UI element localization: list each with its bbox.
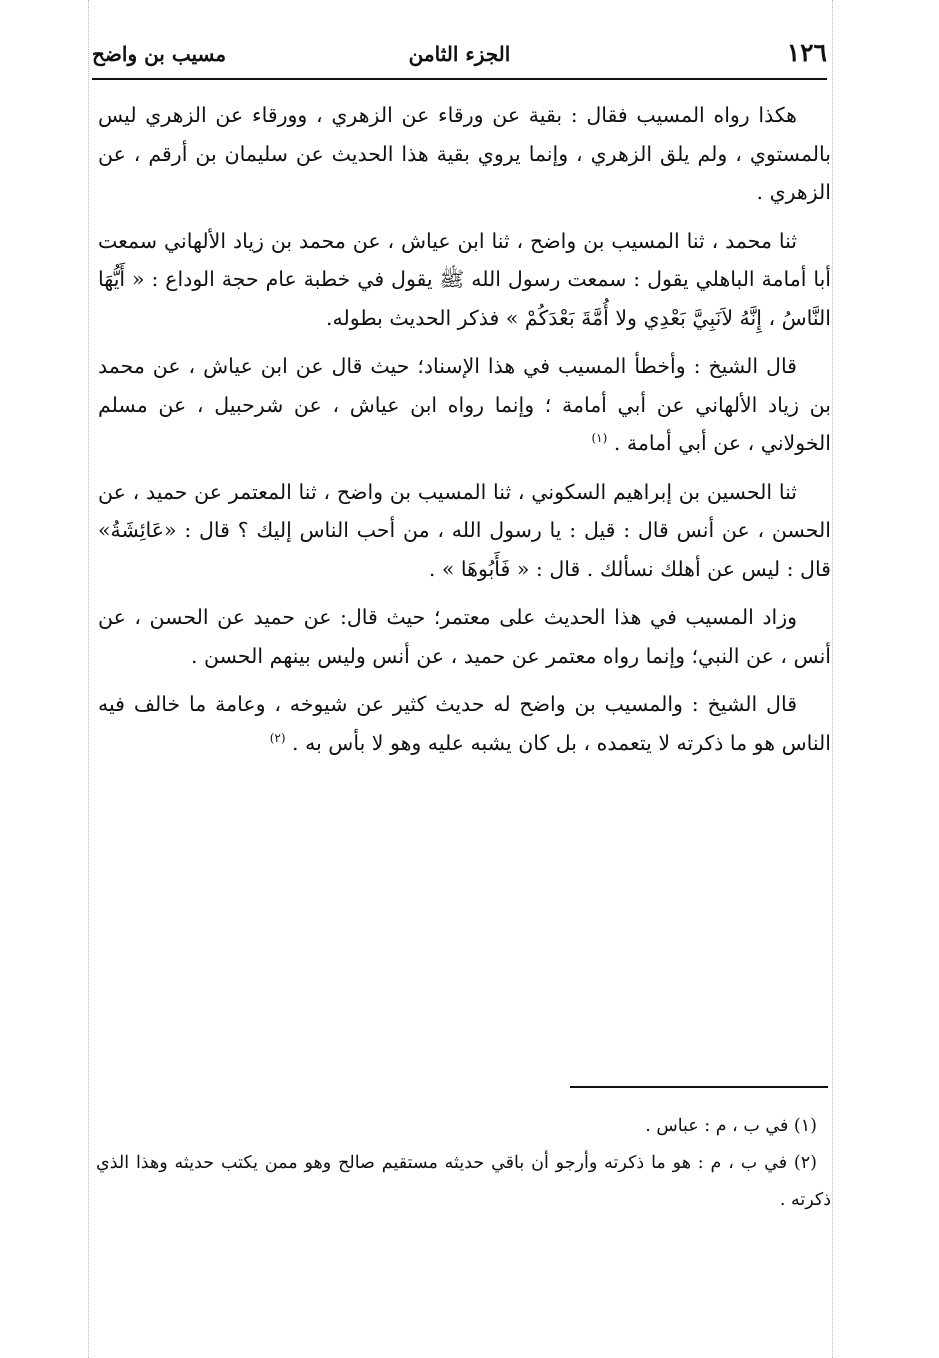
- paragraph: ثنا محمد ، ثنا المسيب بن واضح ، ثنا ابن عياش ، عن محمد بن زياد الألهاني سمعت أبا أمامة الباهلي يقول : سمعت رسول الله ﷺ يقول في خطبة عام حجة الوداع : « أَيُّهَا النَّاسُ ، إِنَّهُ لاَنَبِيَّ بَعْدِي ولا أُمَّةَ بَعْدَكُمْ » فذكر الحديث بطوله.: [98, 228, 831, 330]
- paragraph: قال الشيخ : والمسيب بن واضح له حديث كثير عن شيوخه ، وعامة ما خالف فيه الناس هو ما ذكرته لا يتعمده ، بل كان يشبه عليه وهو لا بأس به . $^{(٢)}$: [98, 692, 831, 755]
- paragraph: هكذا رواه المسيب فقال : بقية عن ورقاء عن الزهري ، وورقاء عن الزهري ليس بالمستوي ، ولم يلق الزهري ، وإنما يروي بقية هذا الحديث عن سليمان بن أرقم ، عن الزهري .: [98, 103, 831, 204]
- scan-guide-line: [832, 0, 833, 1358]
- footnote-ref: (٢): [269, 730, 286, 745]
- footnote-ref: (١): [591, 431, 608, 446]
- footnote: (١) في ب ، م : عباس .: [645, 1116, 817, 1136]
- header-rule: [92, 78, 827, 80]
- paragraph: ثنا الحسين بن إبراهيم السكوني ، ثنا المسيب بن واضح ، ثنا المعتمر عن حميد ، عن الحسن ، عن أنس قال : قيل : يا رسول الله ، من أحب الناس إليك ؟ قال : «عَائِشَةُ» قال : ليس عن أهلك نسألك . قال : « فَأَبُوهَا » .: [98, 479, 831, 581]
- main-text: [98, 96, 831, 772]
- section-title: مسيب بن واضح: [92, 42, 227, 66]
- paragraph: وزاد المسيب في هذا الحديث على معتمر؛ حيث قال: عن حميد عن الحسن ، عن أنس ، عن النبي؛ وإنما رواه معتمر عن حميد ، عن أنس وليس بينهم الحسن .: [98, 605, 831, 668]
- volume-title: الجزء الثامن: [408, 42, 511, 66]
- footnotes: [96, 1108, 831, 1219]
- scan-guide-line: [88, 0, 89, 1358]
- footnote-rule: [570, 1086, 828, 1088]
- footnote: (٢) في ب ، م : هو ما ذكرته وأرجو أن باقي حديثه مستقيم صالح وهو ممن يكتب حديثه وهذا الذي ذكرته .: [96, 1153, 831, 1210]
- paragraph: قال الشيخ : وأخطأ المسيب في هذا الإسناد؛ حيث قال عن ابن عياش ، عن محمد بن زياد الألهاني عن أبي أمامة ؛ وإنما رواه ابن عياش ، عن شرحبيل ، عن مسلم الخولاني ، عن أبي أمامة . $^{(١)}$: [98, 354, 831, 455]
- running-header: [92, 38, 827, 78]
- page-number: ١٢٦: [786, 38, 827, 67]
